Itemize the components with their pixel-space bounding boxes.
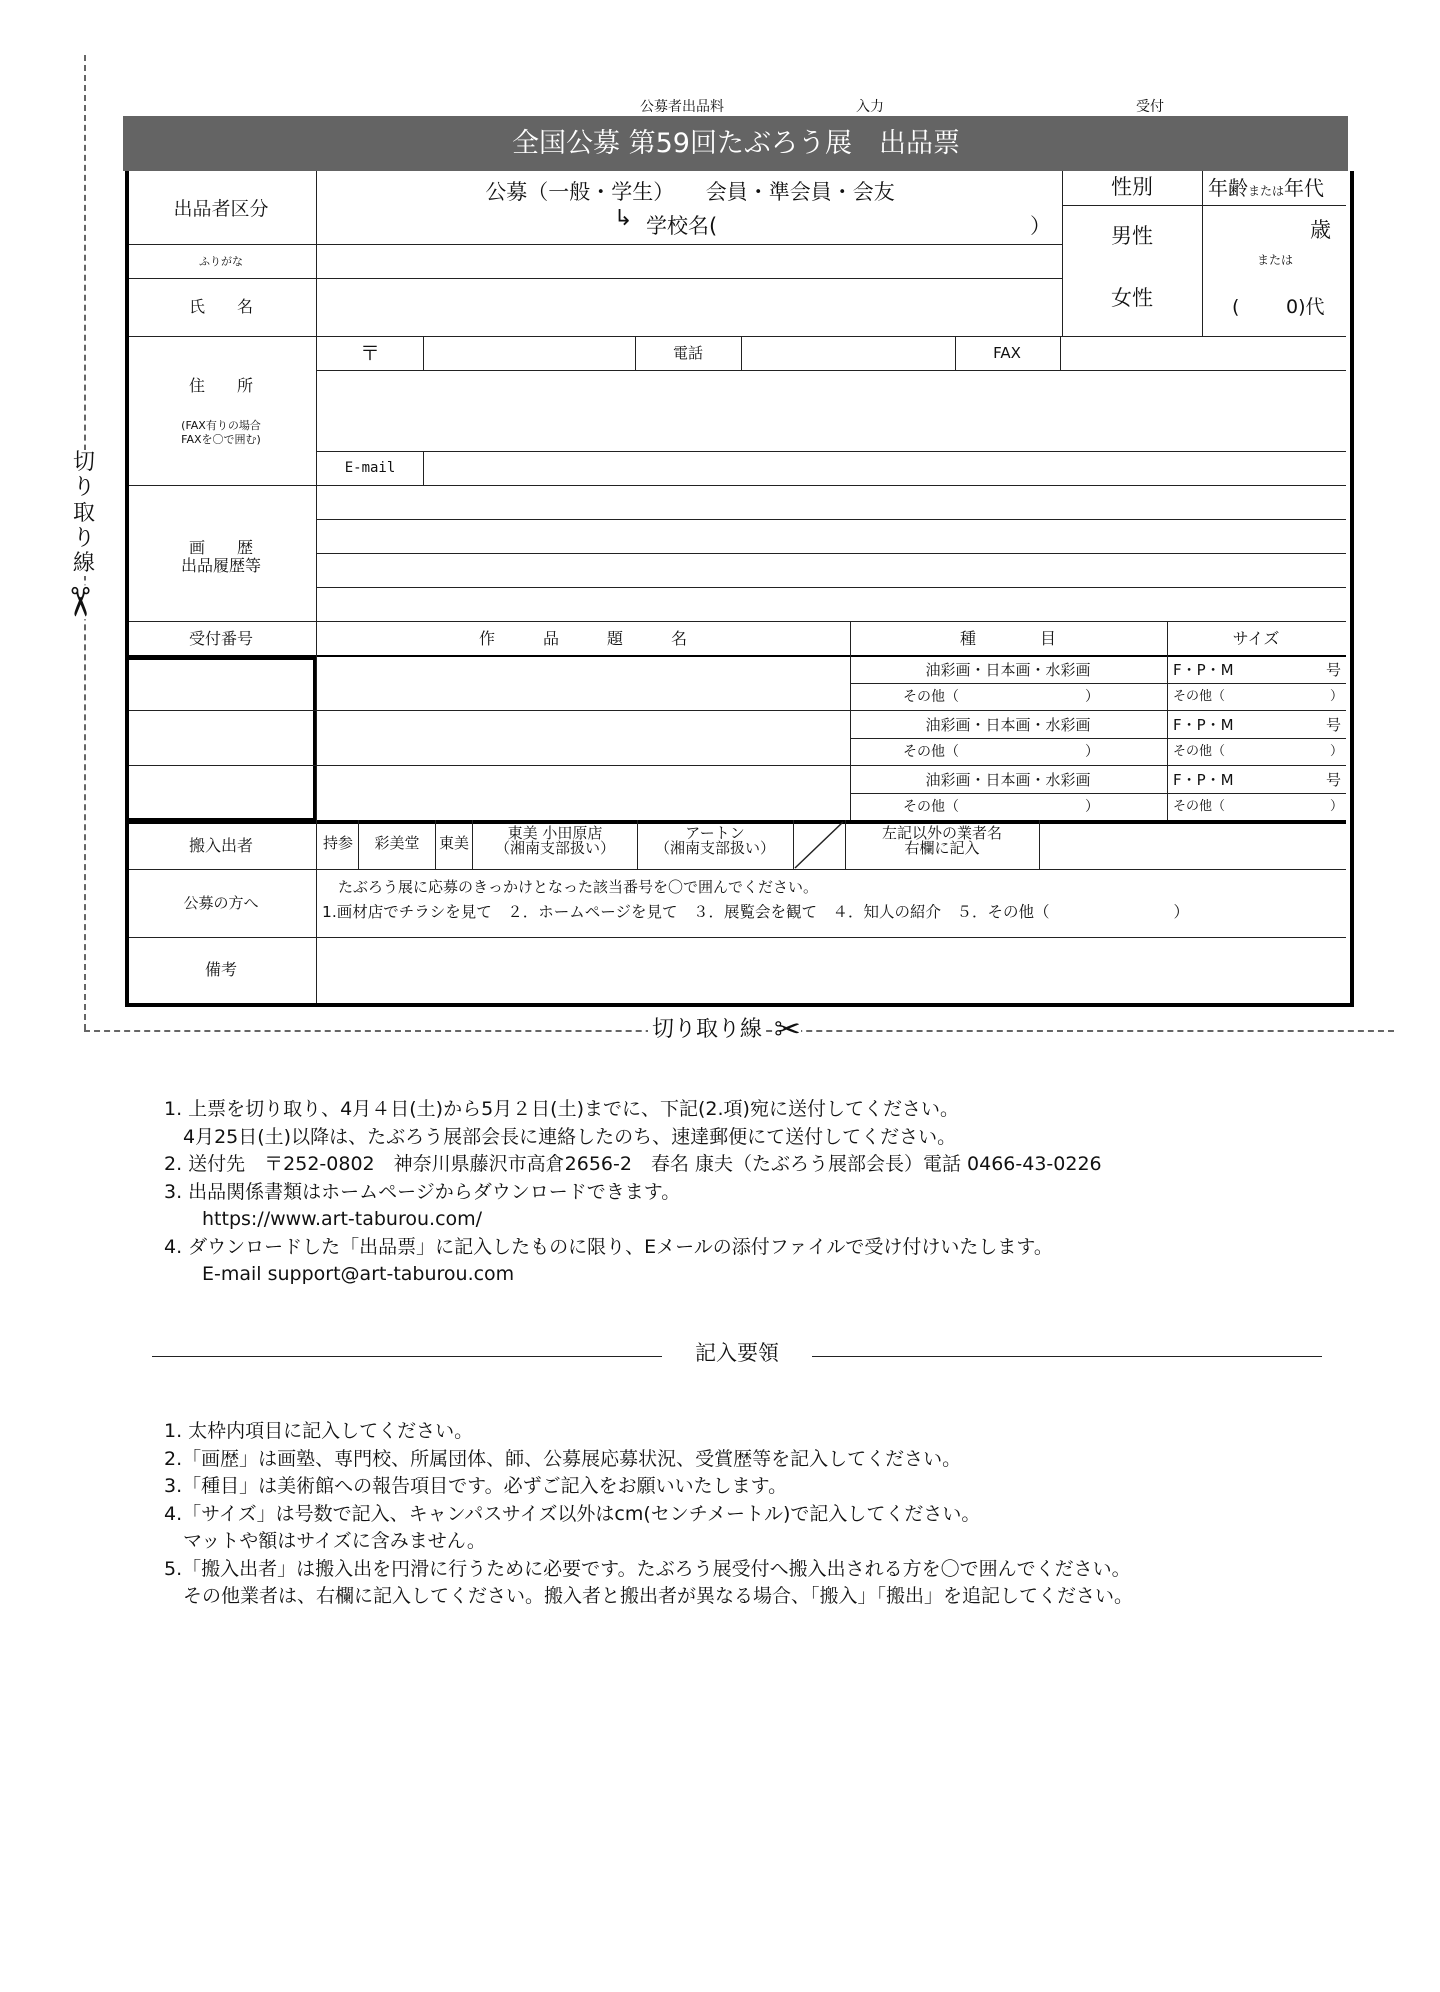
remarks-label: 備考 <box>204 960 238 979</box>
email-label: E-mail <box>344 460 396 476</box>
category-label: 出品者区分 <box>173 198 269 220</box>
scissors-icon: ✂ <box>55 585 102 619</box>
address-field[interactable] <box>318 372 1344 450</box>
office-input-label: 入力 <box>856 99 884 115</box>
history-line-4[interactable] <box>318 589 1344 620</box>
age-label: 年齢または年代 <box>1208 176 1325 200</box>
age-unit: 歳 <box>1310 218 1331 242</box>
instruction-line: 1. 上票を切り取り、4月４日(土)から5月２日(土)までに、下記(2.項)宛に送付してください。 <box>164 1098 959 1120</box>
remarks-field[interactable] <box>318 939 1344 999</box>
office-fee-label: 公募者出品料 <box>640 99 724 115</box>
age-or: または <box>1256 253 1294 267</box>
age-field[interactable] <box>1205 207 1305 247</box>
category-options[interactable]: 公募（一般・学生） 会員・準会員・会友 <box>485 180 895 204</box>
form-title: 全国公募 第59回たぶろう展 出品票 <box>512 128 960 159</box>
slash-cell <box>793 820 845 869</box>
email-field[interactable] <box>425 453 1344 484</box>
size-unit: 号 <box>1326 661 1342 679</box>
cut-line-label-vertical: 切 り 取 り 線 <box>68 450 100 576</box>
fax-label: FAX <box>993 344 1021 362</box>
cut-line-label: 切り取り線 <box>648 1019 766 1041</box>
work-title-field[interactable] <box>318 712 848 764</box>
receipt-no-cell <box>129 659 314 709</box>
transport-other-field[interactable] <box>1041 822 1344 868</box>
website-url[interactable]: https://www.art-taburou.com/ <box>164 1208 483 1230</box>
size-unit: 号 <box>1326 771 1342 789</box>
work-title-field[interactable] <box>318 657 848 709</box>
genre-main[interactable]: 油彩画・日本画・水彩画 <box>925 716 1091 734</box>
size-close: ） <box>1330 744 1344 759</box>
size-close: ） <box>1330 689 1344 704</box>
school-name-field[interactable] <box>740 212 1030 242</box>
size-main[interactable]: F・P・M <box>1173 661 1234 679</box>
receipt-no-cell <box>129 712 314 764</box>
scissors-icon: ✂ <box>774 1010 801 1048</box>
size-main[interactable]: F・P・M <box>1173 771 1234 789</box>
gender-male[interactable]: 男性 <box>1111 224 1153 248</box>
genre-other[interactable]: その他（ ） <box>903 744 1099 760</box>
arrow-icon: ↳ <box>614 206 633 231</box>
history-label-2: 出品履歴等 <box>180 556 262 575</box>
guide-line: 1. 太枠内項目に記入してください。 <box>164 1420 474 1442</box>
name-field[interactable] <box>318 280 1060 335</box>
genre-main[interactable]: 油彩画・日本画・水彩画 <box>925 661 1091 679</box>
decade-suffix: 0)代 <box>1286 296 1325 318</box>
guide-title: 記入要領 <box>695 1341 779 1365</box>
transport-option-tobi[interactable]: 東美 <box>438 834 470 852</box>
instruction-line: 3. 出品関係書類はホームページからダウンロードできます。 <box>164 1180 681 1203</box>
gender-female[interactable]: 女性 <box>1111 286 1153 310</box>
receipt-no-label: 受付番号 <box>188 629 254 648</box>
gender-label: 性別 <box>1111 175 1153 199</box>
transport-other-label: 左記以外の業者名 右欄に記入 <box>881 824 1003 857</box>
public-question: たぶろう展に応募のきっかけとなった該当番号を〇で囲んでください。 <box>338 878 819 896</box>
decade-open: ( <box>1232 296 1240 318</box>
furigana-label: ふりがな <box>199 255 243 268</box>
instructions-list <box>164 1096 1102 1289</box>
genre-other[interactable]: その他（ ） <box>903 799 1099 815</box>
instruction-line: 2. 送付先 〒252-0802 神奈川県藤沢市高倉2656-2 春名 康夫（たぶろう展部会長）電話 0466-43-0226 <box>164 1153 1102 1175</box>
size-main[interactable]: F・P・M <box>1173 716 1234 734</box>
postal-mark: 〒 <box>360 341 380 365</box>
guide-line: 3.「種目」は美術館への報告項目です。必ずご記入をお願いいたします。 <box>164 1475 788 1497</box>
genre-main[interactable]: 油彩画・日本画・水彩画 <box>925 771 1091 789</box>
history-line-3[interactable] <box>318 555 1344 586</box>
furigana-field[interactable] <box>318 246 1060 277</box>
transport-option-saibido[interactable]: 彩美堂 <box>374 834 420 852</box>
transport-option-odawara[interactable]: 東美 小田原店 （湘南支部扱い） <box>494 824 616 857</box>
work-title-field[interactable] <box>318 767 848 819</box>
address-note-1: (FAX有りの場合 <box>181 419 261 432</box>
size-label: サイズ <box>1232 629 1280 648</box>
size-other[interactable]: その他（ <box>1173 799 1226 814</box>
instruction-line: 4. ダウンロードした「出品票」に記入したものに限り、Eメールの添付ファイルで受け付けいたします。 <box>164 1235 1053 1258</box>
guide-line: 4.「サイズ」は号数で記入、キャンパスサイズ以外はcm(センチメートル)で記入してください。 <box>164 1502 981 1525</box>
address-note-2: FAXを〇で囲む) <box>181 433 261 446</box>
transport-label: 搬入出者 <box>188 836 254 855</box>
public-label: 公募の方へ <box>183 894 259 912</box>
guide-line: 2.「画歴」は画塾、専門校、所属団体、師、公募展応募状況、受賞歴等を記入してください。 <box>164 1447 962 1470</box>
public-choices[interactable]: 1.画材店でチラシを見て ２．ホームページを見て ３．展覧会を観て ４．知人の紹介 ５．その他（ ） <box>322 903 1189 921</box>
receipt-no-cell <box>129 767 314 819</box>
postal-code-field[interactable] <box>425 338 633 369</box>
genre-label: 種 目 <box>959 629 1057 648</box>
history-label-1: 画 歴 <box>188 538 254 557</box>
size-other[interactable]: その他（ <box>1173 744 1226 759</box>
work-title-label: 作 品 題 名 <box>478 629 688 648</box>
name-label: 氏 名 <box>188 297 254 316</box>
guide-line: マットや額はサイズに含みません。 <box>164 1530 486 1552</box>
guide-line: 5.「搬入出者」は搬入出を円滑に行うために必要です。たぶろう展受付へ搬入出される方を〇で囲んでください。 <box>164 1557 1131 1580</box>
fax-field[interactable] <box>1062 338 1344 369</box>
school-close: ） <box>1030 214 1051 238</box>
transport-option-arton[interactable]: アートン （湘南支部扱い） <box>654 824 776 857</box>
history-line-2[interactable] <box>318 521 1344 552</box>
genre-other[interactable]: その他（ ） <box>903 689 1099 705</box>
phone-field[interactable] <box>743 338 953 369</box>
address-label: 住 所 <box>188 376 254 395</box>
guide-line: その他業者は、右欄に記入してください。搬入者と搬出者が異なる場合、「搬入」「搬出」を追記してください。 <box>164 1585 1134 1607</box>
support-email[interactable]: E-mail support@art-taburou.com <box>164 1263 515 1285</box>
school-label: 学校名( <box>646 214 718 238</box>
guide-list <box>164 1418 1133 1611</box>
history-line-1[interactable] <box>318 487 1344 518</box>
size-unit: 号 <box>1326 716 1342 734</box>
transport-option-jisan[interactable]: 持参 <box>322 834 354 852</box>
phone-label: 電話 <box>672 344 704 362</box>
office-receipt-label: 受付 <box>1136 99 1164 115</box>
size-other[interactable]: その他（ <box>1173 689 1226 704</box>
size-close: ） <box>1330 799 1344 814</box>
instruction-line: 4月25日(土)以降は、たぶろう展部会長に連絡したのち、速達郵便にて送付してください。 <box>164 1125 957 1148</box>
